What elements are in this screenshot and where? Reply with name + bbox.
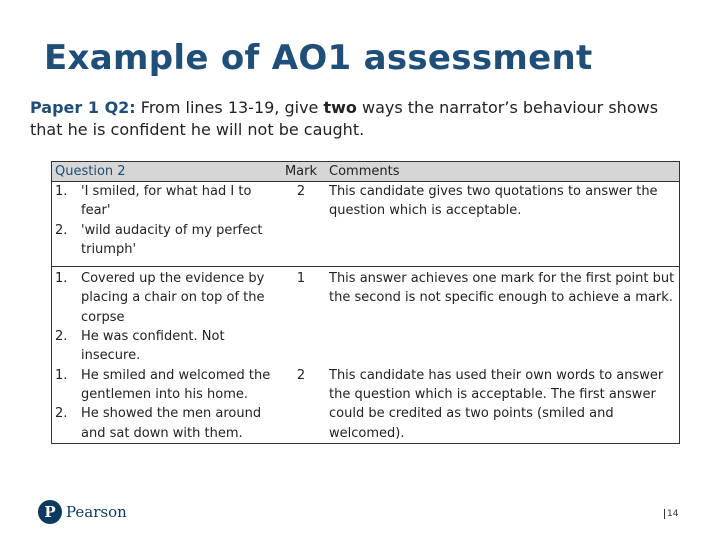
- answer-text: Covered up the evidence by placing a chair on top of the corpse: [81, 271, 265, 325]
- question-label: Paper 1 Q2:: [30, 98, 136, 117]
- pearson-logo-icon: P: [38, 500, 62, 524]
- answer-text: He smiled and welcomed the gentlemen into his home.: [81, 367, 271, 402]
- mark-cell: 1: [296, 271, 306, 287]
- answer-cell: [52, 269, 275, 365]
- header-mark: Mark: [284, 164, 318, 179]
- answer-number: 1.: [55, 271, 68, 287]
- mark-cell: 2: [296, 367, 306, 383]
- question-emphasis: two: [323, 98, 357, 117]
- question-text-before: From lines 13-19, give: [135, 98, 324, 117]
- answer-cell: [52, 366, 275, 443]
- page-number: 14: [664, 509, 678, 519]
- assessment-table: [51, 161, 680, 444]
- answer-cell: [52, 182, 275, 259]
- pearson-logo: [38, 500, 127, 524]
- answer-number: 1.: [55, 184, 68, 199]
- table-row: [52, 267, 679, 365]
- answer-item: [55, 221, 275, 260]
- answer-text: 'wild audacity of my perfect triumph': [81, 222, 263, 257]
- mark-cell: 2: [296, 184, 306, 199]
- answer-item: [55, 269, 275, 327]
- slide-title: Example of AO1 assessment: [44, 38, 593, 78]
- pearson-logo-text: Pearson: [66, 503, 127, 521]
- answer-item: [55, 327, 275, 366]
- answer-number: 2.: [55, 406, 68, 422]
- answer-item: [55, 366, 275, 405]
- comment-cell: This candidate gives two quotations to answer the question which is acceptable.: [329, 184, 658, 219]
- comment-cell: This candidate has used their own words to answer the question which is acceptable. The first answer could be credited as two points (smiled and welcomed).: [329, 367, 664, 441]
- table-row: [52, 366, 679, 443]
- answer-item: [55, 404, 275, 443]
- header-answer: Question 2: [55, 164, 126, 179]
- comment-cell: This answer achieves one mark for the first point but the second is not specific enough to achieve a mark.: [329, 271, 675, 306]
- answer-item: [55, 182, 275, 221]
- table-header: [52, 162, 679, 182]
- answer-number: 1.: [55, 367, 68, 383]
- table-row: [52, 182, 679, 267]
- header-comments: Comments: [329, 164, 400, 179]
- answer-number: 2.: [55, 222, 68, 238]
- question-text-after: ways the narrator’s behaviour shows that he is confident he will not be caught.: [30, 98, 659, 139]
- question-prompt: [30, 97, 690, 141]
- answer-text: He showed the men around and sat down with them.: [81, 406, 262, 441]
- answer-text: 'I smiled, for what had I to fear': [81, 184, 252, 219]
- answer-text: He was confident. Not insecure.: [81, 329, 225, 364]
- answer-number: 2.: [55, 329, 68, 345]
